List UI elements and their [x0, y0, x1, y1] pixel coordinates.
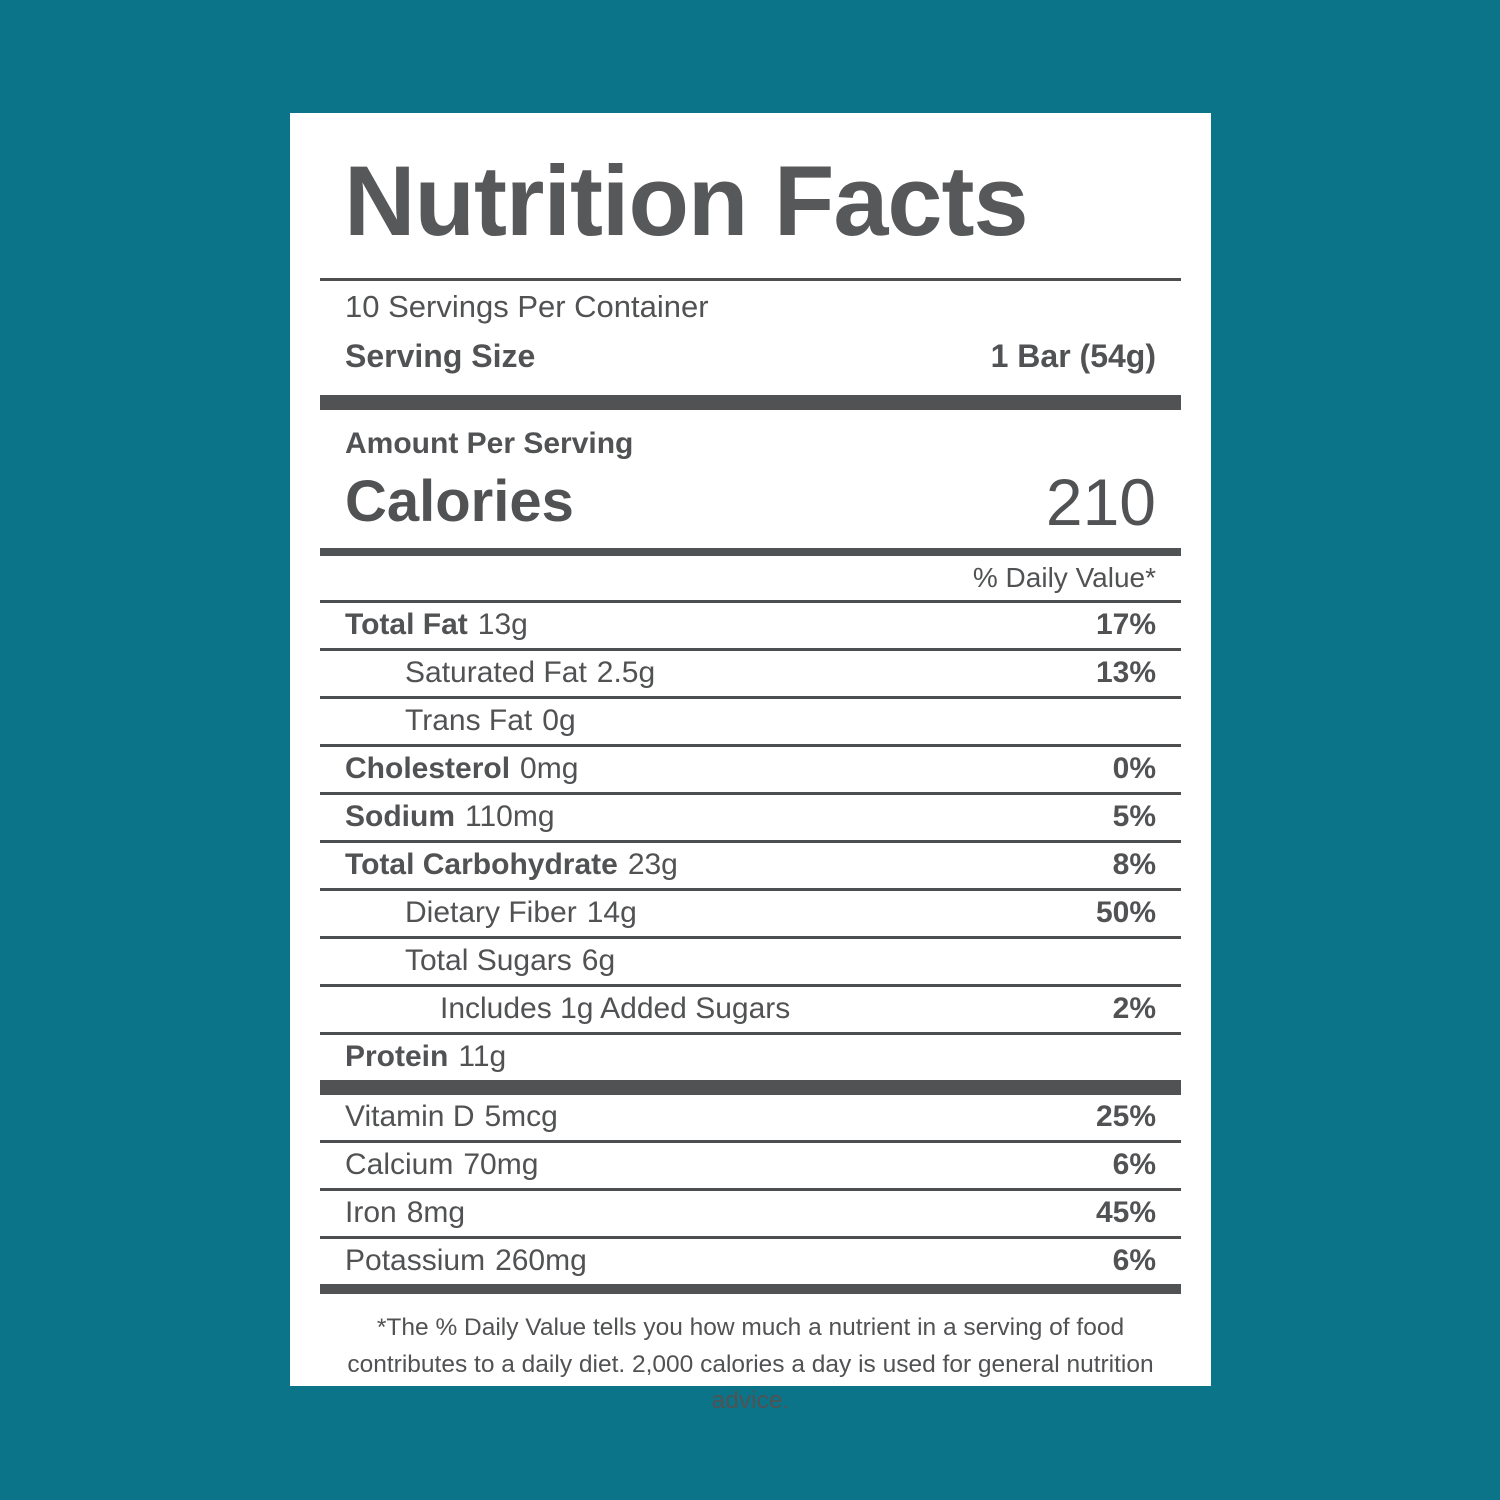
- vitamin-amount: 8mg: [406, 1196, 466, 1230]
- vitamin-amount: 260mg: [495, 1244, 587, 1278]
- vitamin-daily-value: 6%: [1112, 1244, 1156, 1278]
- thick-divider-bottom: [320, 1284, 1181, 1294]
- nutrient-daily-value: 13%: [1095, 656, 1156, 690]
- nutrient-row: [320, 603, 1181, 651]
- nutrient-row: [320, 1035, 1181, 1080]
- vitamin-daily-value: 6%: [1112, 1148, 1156, 1182]
- calories-row: [320, 462, 1181, 542]
- nutrient-daily-value: 17%: [1095, 608, 1156, 642]
- vitamin-daily-value: 45%: [1095, 1196, 1156, 1230]
- nutrient-row: [320, 987, 1181, 1035]
- daily-value-footnote: *The % Daily Value tells you how much a nutrient in a serving of food contributes to a daily diet. 2,000 calories a day is used for general nutrition advice.: [347, 1313, 1154, 1415]
- serving-size-row: [320, 331, 1181, 383]
- nutrient-name: Includes 1g Added Sugars: [440, 992, 791, 1026]
- nutrient-amount: 13g: [477, 608, 528, 642]
- nutrient-name: Protein: [345, 1040, 449, 1074]
- nutrient-name: Trans Fat: [405, 704, 533, 738]
- nutrition-facts-label: [290, 113, 1211, 1415]
- nutrient-rows: [320, 603, 1181, 1080]
- nutrient-daily-value: 8%: [1112, 848, 1156, 882]
- thick-divider-top: [320, 395, 1181, 410]
- daily-value-header: % Daily Value*: [320, 556, 1181, 603]
- nutrient-row: [320, 747, 1181, 795]
- serving-size-label: Serving Size: [345, 338, 536, 375]
- nutrient-row: [320, 651, 1181, 699]
- nutrient-name: Sodium: [345, 800, 455, 834]
- nutrient-name: Cholesterol: [345, 752, 511, 786]
- nutrient-daily-value: 50%: [1095, 896, 1156, 930]
- nutrient-row: [320, 699, 1181, 747]
- divider-under-title: [320, 278, 1181, 281]
- label-title: Nutrition Facts: [344, 145, 1028, 256]
- nutrient-daily-value: 5%: [1112, 800, 1156, 834]
- vitamin-row: [320, 1239, 1181, 1284]
- serving-size-value: 1 Bar (54g): [990, 338, 1156, 375]
- vitamin-name: Iron: [345, 1196, 397, 1230]
- nutrient-row: [320, 843, 1181, 891]
- nutrient-name: Total Fat: [345, 608, 468, 642]
- nutrient-name: Dietary Fiber: [405, 896, 577, 930]
- vitamin-name: Calcium: [345, 1148, 454, 1182]
- servings-per-container: 10 Servings Per Container: [345, 288, 709, 324]
- nutrient-amount: 6g: [581, 944, 616, 978]
- nutrient-amount: 23g: [627, 848, 678, 882]
- amount-per-serving-label: Amount Per Serving: [345, 426, 634, 460]
- vitamin-amount: 70mg: [463, 1148, 539, 1182]
- calories-label: Calories: [345, 469, 574, 535]
- nutrient-amount: 11g: [458, 1040, 507, 1074]
- nutrient-daily-value: 0%: [1112, 752, 1156, 786]
- thick-divider-calories: [320, 548, 1181, 556]
- vitamin-rows: [320, 1095, 1181, 1284]
- vitamin-daily-value: 25%: [1095, 1100, 1156, 1134]
- nutrient-daily-value: 2%: [1112, 992, 1156, 1026]
- nutrient-row: [320, 795, 1181, 843]
- nutrient-amount: 14g: [586, 896, 637, 930]
- nutrient-amount: 2.5g: [596, 656, 656, 690]
- nutrient-amount: 0mg: [520, 752, 579, 786]
- vitamin-name: Potassium: [345, 1244, 486, 1278]
- nutrient-name: Saturated Fat: [405, 656, 587, 690]
- vitamin-row: [320, 1191, 1181, 1239]
- nutrient-row: [320, 939, 1181, 987]
- calories-value: 210: [1045, 464, 1156, 539]
- vitamin-row: [320, 1095, 1181, 1143]
- nutrient-name: Total Sugars: [405, 944, 572, 978]
- vitamin-name: Vitamin D: [345, 1100, 475, 1134]
- vitamin-amount: 5mcg: [484, 1100, 558, 1134]
- vitamin-row: [320, 1143, 1181, 1191]
- nutrient-row: [320, 891, 1181, 939]
- nutrient-amount: 0g: [542, 704, 576, 738]
- nutrient-amount: 110mg: [465, 800, 555, 834]
- nutrient-name: Total Carbohydrate: [345, 848, 618, 882]
- thick-divider-protein: [320, 1080, 1181, 1095]
